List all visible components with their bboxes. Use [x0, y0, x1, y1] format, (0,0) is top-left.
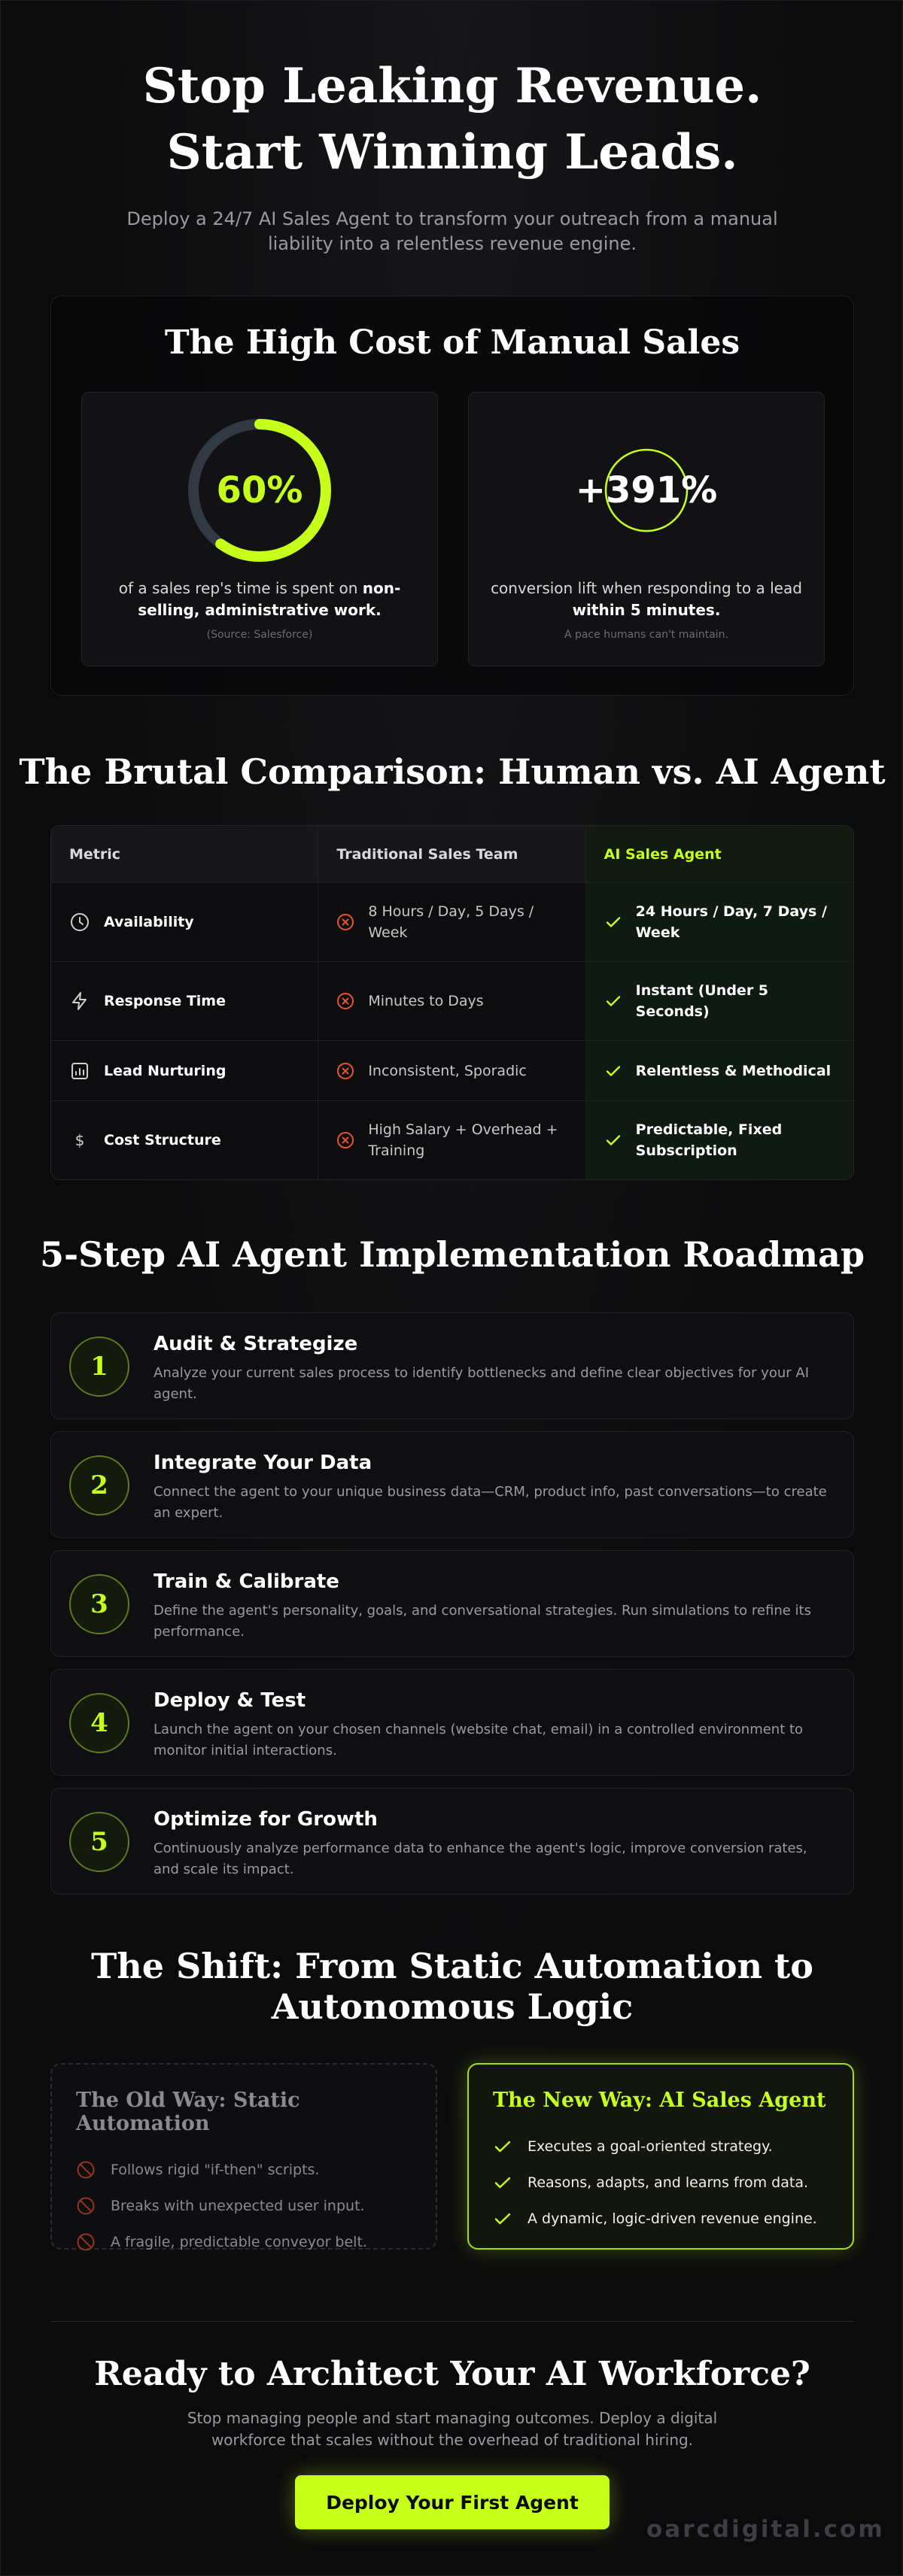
ai-value: 24 Hours / Day, 7 Days / Week: [635, 903, 827, 941]
cta-description: Stop managing people and start managing outcomes. Deploy a digital workforce that scales without the overhead of traditional hiring.: [187, 2409, 718, 2449]
new-way-title: The New Way: AI Sales Agent: [493, 2089, 826, 2112]
new-way-item: Executes a goal-oriented strategy.: [493, 2128, 829, 2165]
step-number: 2: [69, 1455, 129, 1516]
x-circle-icon: [336, 1131, 354, 1149]
check-icon: [493, 2137, 512, 2156]
metric-label: Response Time: [104, 993, 226, 1009]
step-title: Deploy & Test: [154, 1689, 306, 1712]
table-header-row: [51, 826, 853, 883]
ai-value: Relentless & Methodical: [635, 1062, 832, 1079]
roadmap-step: [50, 1550, 854, 1657]
old-way-item: A fragile, predictable conveyor belt.: [76, 2224, 412, 2260]
human-value: Inconsistent, Sporadic: [368, 1062, 527, 1079]
prohibited-icon: [76, 2196, 96, 2216]
old-way-item: Breaks with unexpected user input.: [76, 2188, 412, 2224]
comparison-table: [50, 825, 854, 1180]
stat-card-conversion: [468, 392, 825, 666]
new-way-item: A dynamic, logic-driven revenue engine.: [493, 2201, 829, 2237]
step-desc: Continuously analyze performance data to enhance the agent's logic, improve conversion rates, and scale its impact.: [154, 1840, 807, 1877]
step-desc: Analyze your current sales process to identify bottlenecks and define clear objectives for your AI agent.: [154, 1365, 809, 1402]
table-row: [51, 1041, 853, 1101]
header-human: Traditional Sales Team: [318, 826, 585, 882]
cost-section: [50, 296, 854, 696]
shift-title: The Shift: From Static Automation to Autonomous Logic: [91, 1946, 813, 2027]
prohibited-icon: [76, 2232, 96, 2252]
clock-icon: [69, 912, 90, 933]
new-way-card: [467, 2063, 854, 2250]
stat-value-time: 60%: [216, 469, 303, 511]
section-divider: [50, 2321, 854, 2322]
step-title: Optimize for Growth: [154, 1808, 378, 1831]
step-title: Audit & Strategize: [154, 1333, 358, 1355]
metric-label: Cost Structure: [104, 1132, 221, 1148]
step-desc: Connect the agent to your unique business data—CRM, product info, past conversations—to create an expert.: [154, 1484, 827, 1521]
roadmap-step: [50, 1669, 854, 1776]
stat-desc-time: of a sales rep's time is spent on non-selling, administrative work.: [118, 579, 401, 619]
roadmap-title: 5-Step AI Agent Implementation Roadmap: [40, 1234, 865, 1275]
new-way-item: Reasons, adapts, and learns from data.: [493, 2165, 829, 2201]
metric-label: Availability: [104, 914, 194, 930]
stat-desc-conversion: conversion lift when responding to a lead within 5 minutes.: [491, 579, 802, 619]
hero-subtitle: Deploy a 24/7 AI Sales Agent to transform your outreach from a manual liability into a relentless revenue engine.: [126, 208, 778, 254]
chart-icon: [69, 1060, 90, 1082]
roadmap-step: [50, 1788, 854, 1895]
old-way-item: Follows rigid "if-then" scripts.: [76, 2152, 412, 2188]
table-row: [51, 883, 853, 962]
deploy-agent-button[interactable]: Deploy Your First Agent: [295, 2475, 610, 2529]
cta-title: Ready to Architect Your AI Workforce?: [94, 2355, 810, 2393]
human-value: 8 Hours / Day, 5 Days / Week: [368, 903, 534, 941]
check-icon: [493, 2173, 512, 2192]
check-icon: [604, 913, 622, 931]
step-title: Integrate Your Data: [154, 1452, 372, 1474]
step-title: Train & Calibrate: [154, 1570, 339, 1593]
dollar-icon: $: [74, 1131, 85, 1149]
old-way-title: The Old Way: Static Automation: [76, 2089, 300, 2135]
check-icon: [493, 2209, 512, 2229]
stat-value-conversion: +391%: [575, 469, 718, 511]
step-number: 5: [69, 1812, 129, 1872]
hero-title: Stop Leaking Revenue. Start Winning Leads.: [142, 58, 762, 181]
hero-section: [1, 53, 903, 256]
check-icon: [604, 1062, 622, 1080]
pulse-visual: [571, 415, 722, 566]
metric-label: Lead Nurturing: [104, 1062, 227, 1079]
cost-title: The High Cost of Manual Sales: [164, 323, 740, 362]
x-circle-icon: [336, 913, 354, 931]
roadmap-step: [50, 1312, 854, 1419]
human-value: High Salary + Overhead + Training: [368, 1121, 558, 1159]
check-icon: [604, 1131, 622, 1149]
check-icon: [604, 992, 622, 1010]
roadmap-step: [50, 1431, 854, 1538]
stat-source-conversion: A pace humans can't maintain.: [564, 629, 729, 641]
table-row: [51, 962, 853, 1041]
step-number: 1: [69, 1337, 129, 1397]
old-way-card: [50, 2063, 437, 2250]
comparison-title: The Brutal Comparison: Human vs. AI Agent: [19, 751, 886, 792]
step-number: 4: [69, 1693, 129, 1753]
header-metric: Metric: [51, 826, 318, 882]
watermark: oarcdigital.com: [646, 2516, 885, 2543]
x-circle-icon: [336, 1062, 354, 1080]
step-desc: Launch the agent on your chosen channels (website chat, email) in a controlled environment to monitor initial interactions.: [154, 1722, 804, 1758]
stat-source-time: (Source: Salesforce): [206, 629, 313, 641]
ai-value: Instant (Under 5 Seconds): [635, 982, 769, 1020]
step-number: 3: [69, 1574, 129, 1634]
stat-card-time: [81, 392, 438, 666]
human-value: Minutes to Days: [368, 993, 484, 1009]
x-circle-icon: [336, 992, 354, 1010]
header-ai: AI Sales Agent: [586, 826, 853, 882]
ai-value: Predictable, Fixed Subscription: [635, 1121, 783, 1159]
prohibited-icon: [76, 2160, 96, 2180]
lightning-icon: [69, 991, 90, 1012]
table-row: [51, 1101, 853, 1179]
step-desc: Define the agent's personality, goals, and conversational strategies. Run simulations to refine its performance.: [154, 1603, 811, 1640]
donut-chart: [184, 415, 335, 566]
